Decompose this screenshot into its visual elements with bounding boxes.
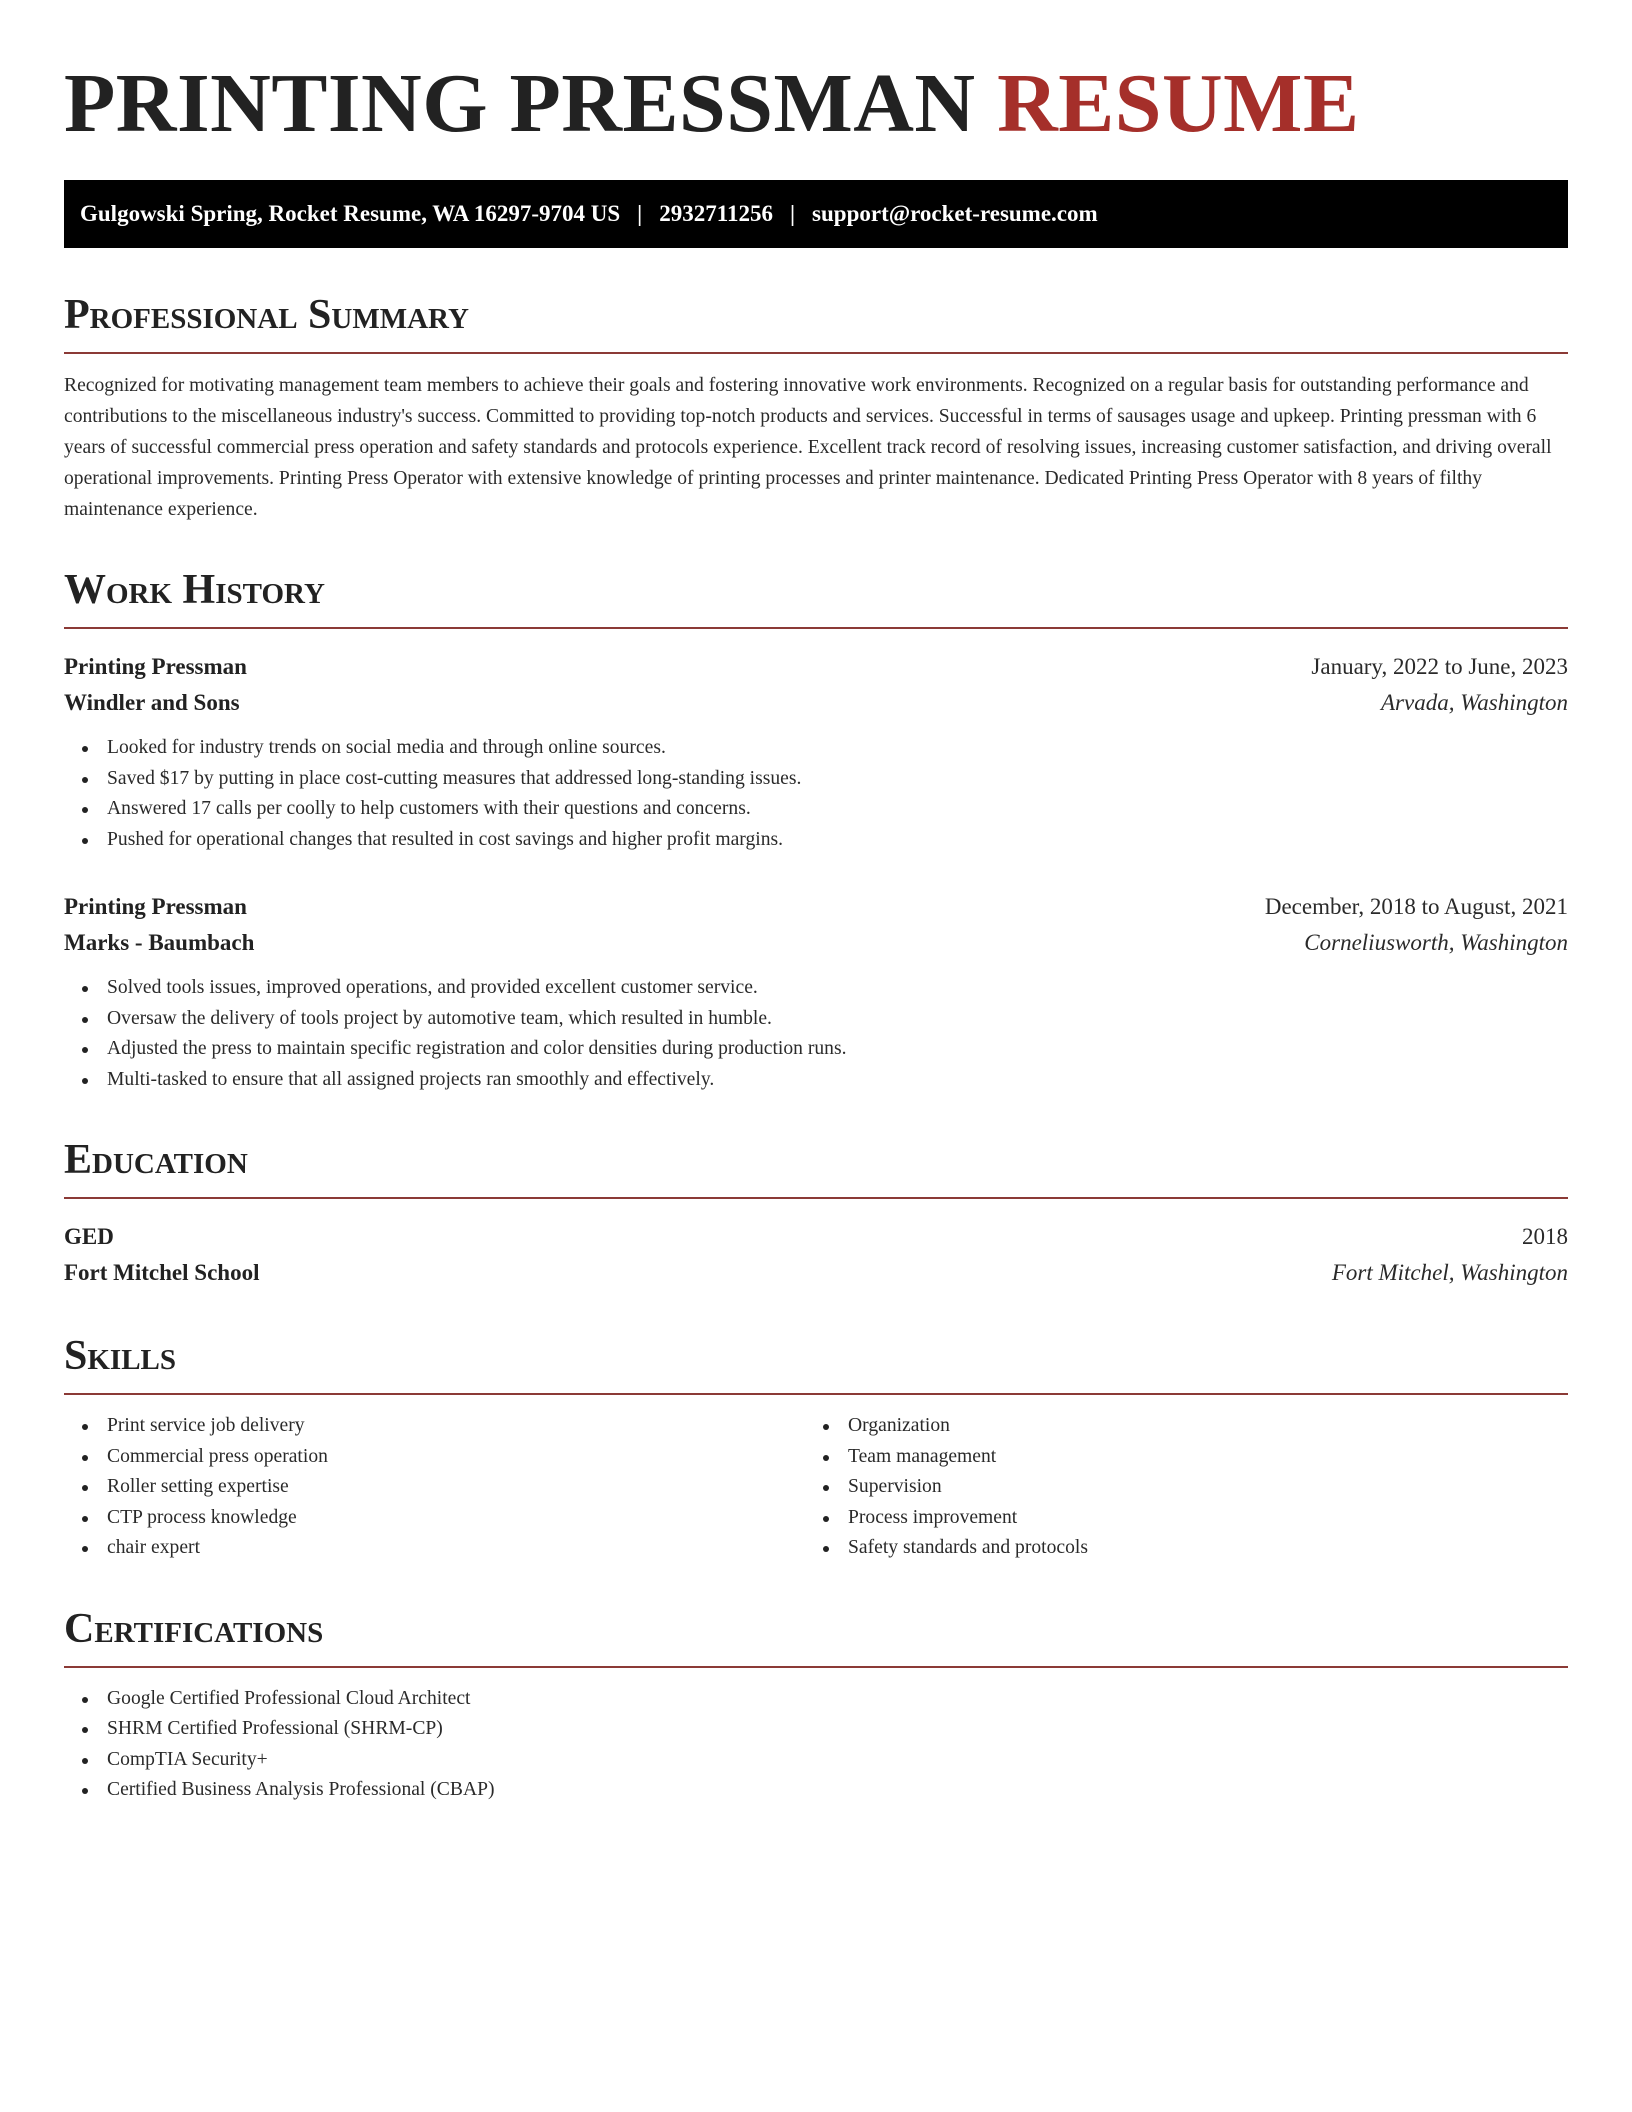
section-heading: Work History [64,569,1568,629]
job-title: Printing Pressman [64,894,247,919]
skill-item: Organization [848,1411,1546,1442]
title-accent: RESUME [997,57,1360,150]
skills-grid [64,1411,1568,1564]
job-company-row [64,925,1568,961]
skill-item: Supervision [848,1472,1546,1503]
section-heading: Skills [64,1335,1568,1395]
job-location: Arvada, Washington [1381,690,1568,715]
skill-item: CTP process knowledge [107,1503,805,1534]
education-entry [64,1219,1568,1291]
job-dates: December, 2018 to August, 2021 [1264,894,1568,919]
job-company: Marks - Baumbach [64,930,255,955]
job-bullet: Pushed for operational changes that resulted in cost savings and higher profit margins. [107,825,1568,856]
skill-item: Safety standards and protocols [848,1533,1546,1564]
education-section [64,1139,1568,1291]
certification-item: Google Certified Professional Cloud Architect [107,1684,1568,1715]
job-bullet: Looked for industry trends on social media and through online sources. [107,733,1568,764]
contact-separator: | [789,201,796,226]
section-heading: Certifications [64,1608,1568,1668]
job-bullet: Oversaw the delivery of tools project by automotive team, which resulted in humble. [107,1004,1568,1035]
job-bullet: Solved tools issues, improved operations, and provided excellent customer service. [107,973,1568,1004]
job-bullet: Answered 17 calls per coolly to help customers with their questions and concerns. [107,794,1568,825]
skill-item: Print service job delivery [107,1411,805,1442]
certification-item: Certified Business Analysis Professional (CBAP) [107,1775,1568,1806]
job-location: Corneliusworth, Washington [1304,930,1568,955]
job-title: Printing Pressman [64,654,247,679]
contact-phone: 2932711256 [659,201,773,226]
education-school: Fort Mitchel School [64,1260,260,1285]
job-bullets [64,733,1568,855]
contact-separator: | [637,201,643,226]
job-bullet: Saved $17 by putting in place cost-cutting measures that addressed long-standing issues. [107,764,1568,795]
work-history-section [64,569,1568,1095]
job-bullet: Multi-tasked to ensure that all assigned projects ran smoothly and effectively. [107,1065,1568,1096]
skill-item: Commercial press operation [107,1442,805,1473]
skills-section [64,1335,1568,1564]
education-degree: GED [64,1224,114,1249]
job-company: Windler and Sons [64,690,240,715]
contact-email: support@rocket-resume.com [812,201,1098,226]
certifications-list [64,1684,1568,1806]
contact-address: Gulgowski Spring, Rocket Resume, WA 16297-9704 US [80,201,621,226]
job-header-row [64,889,1568,925]
job-header-row [64,649,1568,685]
education-location: Fort Mitchel, Washington [1331,1260,1568,1285]
skill-item: Team management [848,1442,1546,1473]
job-entry [64,889,1568,1095]
skills-column-right [805,1411,1546,1564]
section-heading: Education [64,1139,1568,1199]
title-main: PRINTING PRESSMAN [64,57,976,150]
summary-text: Recognized for motivating management team members to achieve their goals and fostering innovative work environments. Recognized on a regular basis for outstanding performance and contributions to the miscellaneous industry's success. Committed to providing top-notch products and services. Successful in terms of sausages usage and upkeep. Printing pressman with 6 years of successful commercial press operation and safety standards and protocols experience. Excellent track record of resolving issues, increasing customer satisfaction, and driving overall operational improvements. Printing Press Operator with extensive knowledge of printing processes and printer maintenance. Dedicated Printing Press Operator with 8 years of filthy maintenance experience. [64,375,1552,520]
summary-section [64,294,1568,525]
skills-column-left [64,1411,805,1564]
skill-item: Process improvement [848,1503,1546,1534]
certifications-section [64,1605,1568,1806]
education-header-row [64,1219,1568,1255]
contact-bar [64,180,1568,248]
job-bullet: Adjusted the press to maintain specific registration and color densities during production runs. [107,1034,1568,1065]
skill-item: Roller setting expertise [107,1472,805,1503]
certification-item: CompTIA Security+ [107,1745,1568,1776]
job-entry [64,649,1568,855]
section-heading: Professional Summary [64,294,1568,354]
job-company-row [64,685,1568,721]
skill-item: chair expert [107,1533,805,1564]
job-bullets [64,973,1568,1095]
certification-item: SHRM Certified Professional (SHRM-CP) [107,1714,1568,1745]
education-year: 2018 [1522,1224,1568,1249]
resume-title [64,57,1568,150]
education-school-row [64,1255,1568,1291]
job-dates: January, 2022 to June, 2023 [1311,654,1568,679]
